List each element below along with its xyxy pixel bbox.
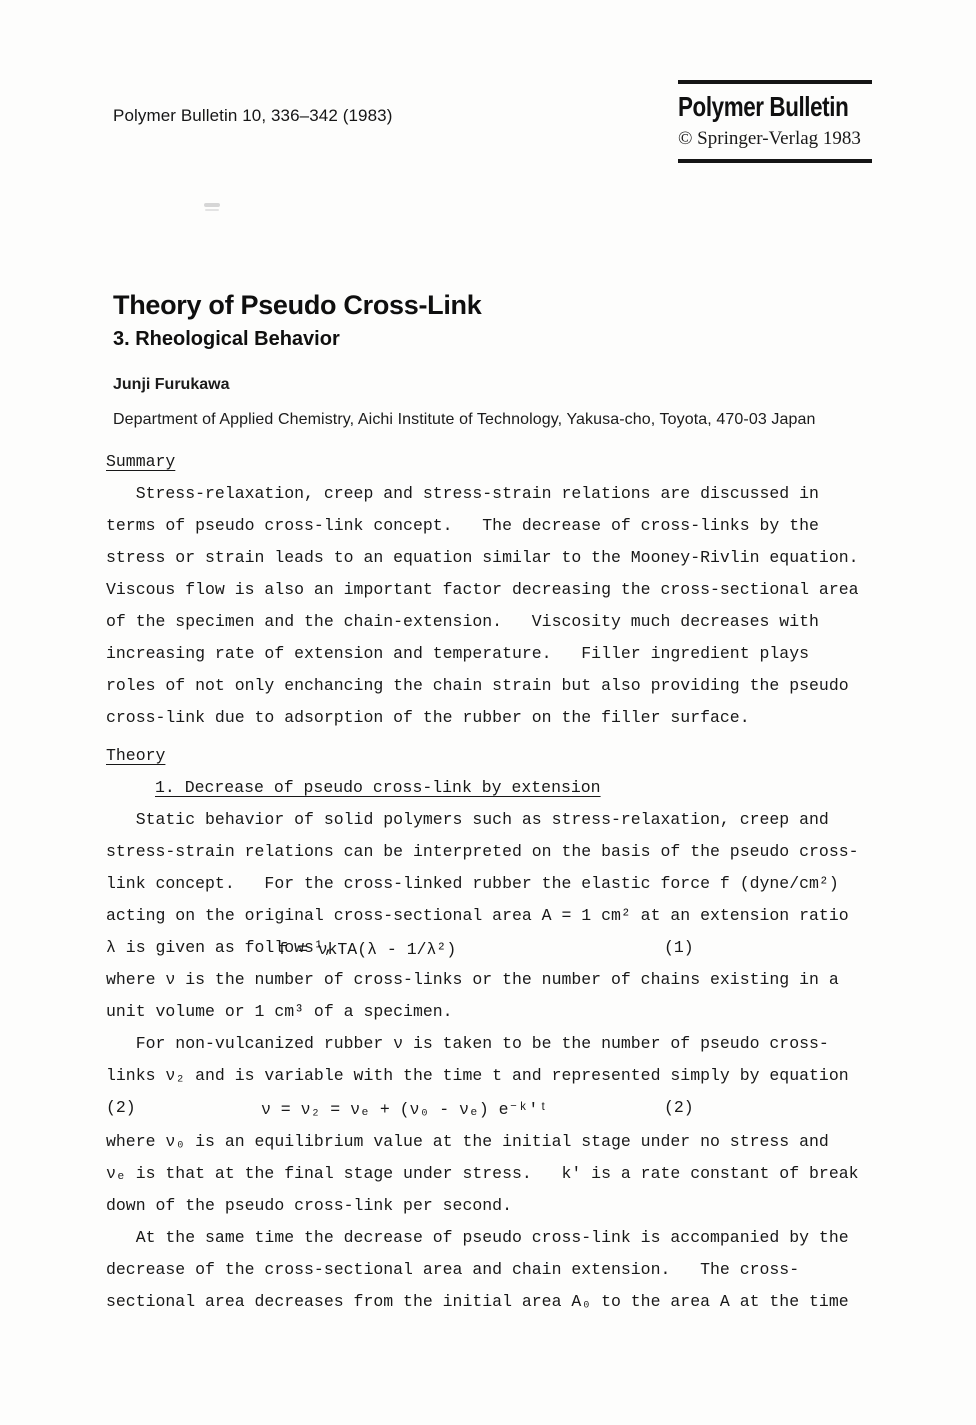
text-line: of the specimen and the chain-extension. Viscosity much decreases with bbox=[106, 612, 819, 631]
summary-heading bbox=[106, 446, 906, 478]
equation-2-number: (2) bbox=[664, 1098, 694, 1117]
text-line: down of the pseudo cross-link per second. bbox=[106, 1196, 512, 1215]
theory-heading-text: Theory bbox=[106, 746, 166, 765]
text-line: sectional area decreases from the initial area A₀ to the area A at the time bbox=[106, 1292, 849, 1311]
text-line: where ν₀ is an equilibrium value at the initial stage under no stress and bbox=[106, 1132, 829, 1151]
journal-title: Polymer Bulletin bbox=[678, 91, 849, 122]
equation-2-row bbox=[106, 1092, 906, 1126]
text-line: stress-strain relations can be interpreted on the basis of the pseudo cross- bbox=[106, 842, 859, 861]
article-title: Theory of Pseudo Cross-Link bbox=[113, 290, 482, 320]
equation-1-number: (1) bbox=[664, 938, 694, 957]
text-line: Stress-relaxation, creep and stress-strain relations are discussed in bbox=[106, 484, 819, 503]
journal-reference: Polymer Bulletin 10, 336–342 (1983) bbox=[113, 106, 393, 125]
equation-1-row bbox=[106, 932, 906, 964]
subsection-heading-text: 1. Decrease of pseudo cross-link by extension bbox=[155, 778, 601, 797]
theory-heading bbox=[106, 740, 906, 772]
copyright-notice: © Springer-Verlag 1983 bbox=[678, 128, 861, 149]
text-line: terms of pseudo cross-link concept. The decrease of cross-links by the bbox=[106, 516, 819, 535]
article-body bbox=[106, 446, 906, 1318]
text-line: cross-link due to adsorption of the rubber on the filler surface. bbox=[106, 708, 750, 727]
text-line: Viscous flow is also an important factor decreasing the cross-sectional area bbox=[106, 580, 859, 599]
text-line: where ν is the number of cross-links or the number of chains existing in a bbox=[106, 970, 839, 989]
equation-1-expression: f = νkTA(λ - 1/λ²) bbox=[278, 940, 457, 959]
summary-heading-text: Summary bbox=[106, 452, 176, 471]
text-line: stress or strain leads to an equation similar to the Mooney-Rivlin equation. bbox=[106, 548, 859, 567]
title-block bbox=[113, 290, 815, 429]
journal-brand-box bbox=[678, 80, 872, 163]
text-line: links ν₂ and is variable with the time t and represented simply by equation bbox=[106, 1066, 849, 1085]
text-line: acting on the original cross-sectional area A = 1 cm² at an extension ratio bbox=[106, 906, 849, 925]
text-line: link concept. For the cross-linked rubber the elastic force f (dyne/cm²) bbox=[106, 874, 839, 893]
equation-2-lead-text: (2) bbox=[106, 1098, 136, 1117]
text-line: Static behavior of solid polymers such as stress-relaxation, creep and bbox=[106, 810, 829, 829]
text-line: roles of not only enchancing the chain strain but also providing the pseudo bbox=[106, 676, 849, 695]
article-author: Junji Furukawa bbox=[113, 376, 230, 393]
text-line: unit volume or 1 cm³ of a specimen. bbox=[106, 1002, 453, 1021]
subsection-heading bbox=[106, 772, 906, 804]
text-line: νₑ is that at the final stage under stress. k' is a rate constant of break bbox=[106, 1164, 859, 1183]
text-line: decrease of the cross-sectional area and chain extension. The cross- bbox=[106, 1260, 800, 1279]
text-line: At the same time the decrease of pseudo cross-link is accompanied by the bbox=[106, 1228, 849, 1247]
text-line: For non-vulcanized rubber ν is taken to be the number of pseudo cross- bbox=[106, 1034, 829, 1053]
equation-1-lead-text: λ is given as follows¹, bbox=[106, 938, 334, 957]
article-subtitle: 3. Rheological Behavior bbox=[113, 328, 340, 350]
equation-2-expression: ν = ν₂ = νₑ + (ν₀ - νₑ) e⁻ᵏ'ᵗ bbox=[261, 1100, 549, 1119]
scan-artifact bbox=[204, 203, 220, 207]
article-affiliation: Department of Applied Chemistry, Aichi Institute of Technology, Yakusa-cho, Toyota, 470-03 Japan bbox=[113, 411, 816, 428]
text-line: increasing rate of extension and temperature. Filler ingredient plays bbox=[106, 644, 810, 663]
